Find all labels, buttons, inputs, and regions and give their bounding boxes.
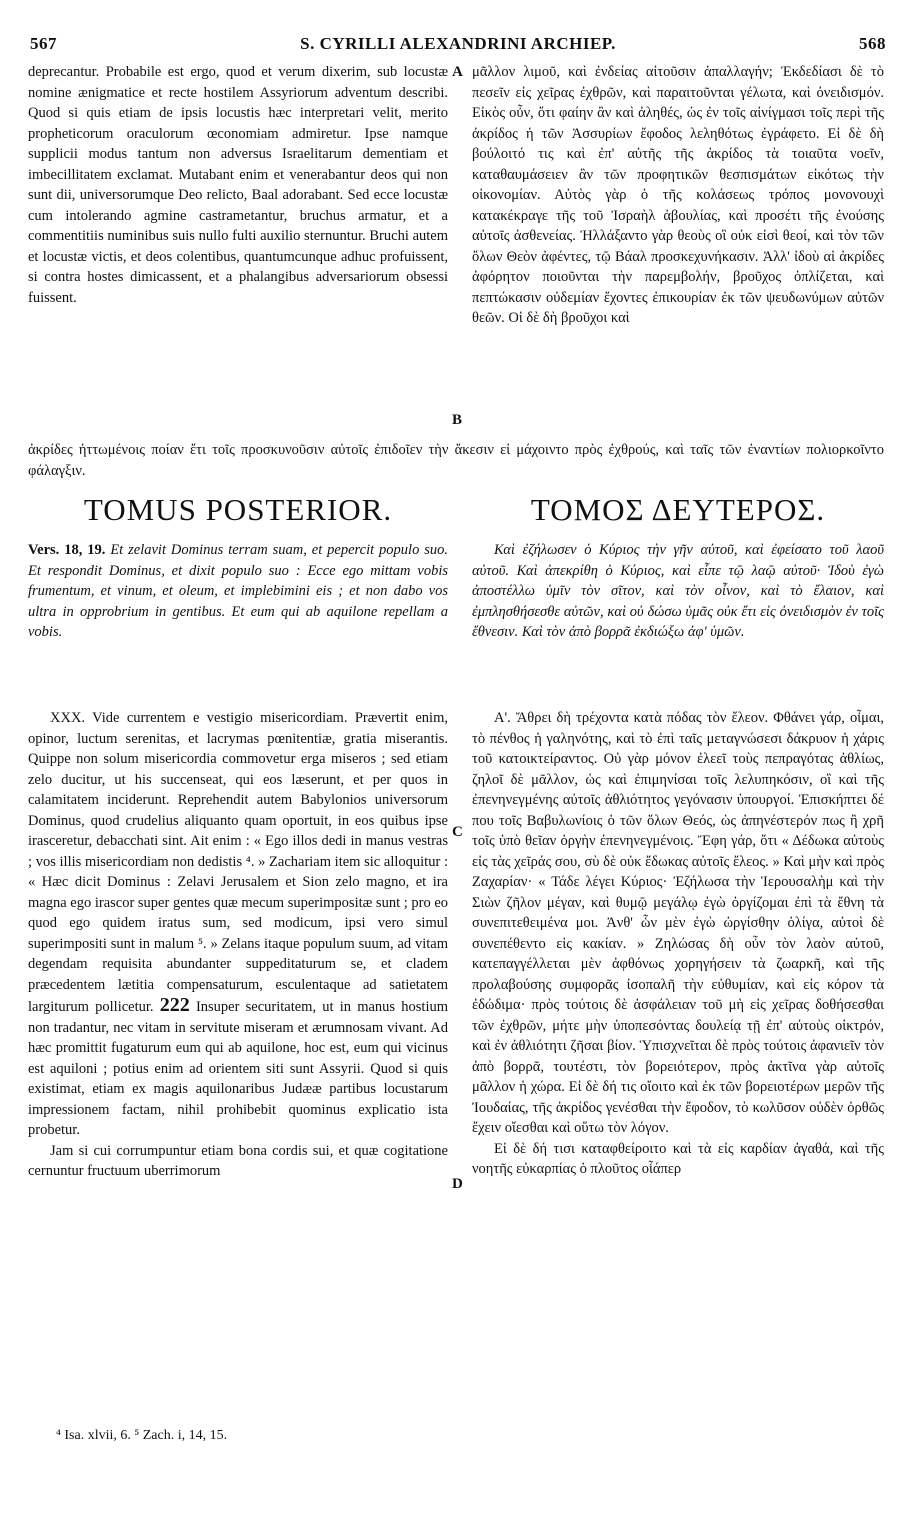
latin-commentary-text-cont: Insuper securitatem, ut in manus hostium non tradantur, nec vitam in servitute miseram et ærumnosam vivant. Ad hæc promittit fugaturum eum qui ab aquilone, hoc est, eum qui vicinus est aquiloni ; potius enim ad orientem siti sunt Assyrii. Quod si quis existimat, etiam ex magis aquilonaribus Judææ partibus locustarum impressionem factam, nihil prohibebit quominus explicatio ista probetur.: [28, 999, 448, 1138]
greek-fullwidth-continuation: ἀκρίδες ἡττωμένοις ποίαν ἔτι τοῖς προσκυνοῦσιν αὐτοῖς ἐπιδοῖεν τὴν ἄκεσιν εἰ μάχοιντο πρὸς ἐχθρούς, καὶ ταῖς τῶν ἐναντίων πολιορκοῖντο φάλαγξιν.: [28, 442, 884, 479]
latin-commentary-final: Jam si cui corrumpuntur etiam bona cordis sui, et quæ cogitatione cernuntur fructuum uberrimorum: [28, 1142, 448, 1179]
latin-column-top: [28, 62, 448, 308]
footnotes: ⁴ Isa. xlvii, 6. ⁵ Zach. i, 14, 15.: [56, 1428, 228, 1443]
verse-text-latin: Et zelavit Dominus terram suam, et pepercit populo suo. Et respondit Dominus, et dixit populo suo : Ecce ego mittam vobis frumentum, et vinum, et oleum, et implebimini eis ; et non dabo vos ultra in opprobrium in gentibus. Et eum qui ab aquilone repellam a vobis.: [28, 542, 449, 640]
section-label-greek: Α'.: [494, 710, 511, 726]
verse-label: Vers. 18, 19.: [28, 542, 106, 558]
greek-paragraph-top: μᾶλλον λιμοῦ, καὶ ἐνδείας αἰτοῦσιν ἀπαλλαγήν; Ἐκδεδίασι δὲ τὸ πεσεῖν εἰς χεῖρας ἐχθρῶν, καὶ παραιτοῦνται γέλωτα, καὶ ὀνειδισμόν. Εἰκὸς οὖν, ὅτι φαίην ἂν καὶ ἀληθές, ὡς ἐν τοῖς αἰνίγμασι τοῖς περὶ τῆς ἀκρίδος ἡ τῶν Ἀσσυρίων ἔφοδος λεληθότως ἐγράφετο. Εἰ δὲ δὴ βούλοιτό τις καὶ ἐπ' αὐτῆς τῆς ἀκρίδος τὰ τοιαῦτα νοεῖν, καταθαυμάσειεν ἂν τῶν προφητικῶν θεσπισμάτων εἰκότως τὴν οἰκονομίαν. Αὐτὸς γὰρ ὁ τῆς κολάσεως τρόπος μονονουχὶ κατακέκραγε τῆς τοῦ Ἰσραὴλ ἀβουλίας, καὶ προσέτι τῆς ἐνούσης αὐτοῖς ἀσθενείας. Ἠλλάξαντο γὰρ θεοὺς οἳ οὐκ εἰσὶ θεοί, καὶ τὸν τῶν ὅλων Θεὸν ἀφέντες, τῷ Βάαλ προσκεχυνήκασιν. Ἀλλ' ἰδοὺ αἱ ἀκρίδες ἀφόρητον ποιοῦνται τὴν παρεμβολήν, βροῦχος ὁπλίζεται, καὶ πεπτώκασιν οὐδεμίαν ἔχοντες ἐπικουρίαν ἐκ τῶν ψευδωνύμων αὐτῶν θεῶν. Οἱ δὲ δὴ βροῦχοι καὶ: [472, 64, 884, 326]
greek-commentary: [472, 708, 884, 1180]
latin-commentary: [28, 708, 448, 1182]
margin-marker-c: C: [452, 824, 463, 840]
latin-commentary-text: Vide currentem e vestigio misericordiam. Prævertit enim, opinor, luctum serenitas, et lacrymas pœnitentiæ, gratia miserantis. Quippe non solum misericordia commovetur erga miseros ; sed etiam zelo ducitur, ut his succenseat, qui eos læserunt, et per quos in calamitatem inciderunt. Reprehendit autem Babylonios universorum Dominus, quod crudelius aliquanto quam oportuit, in eos quibus ipse irasceretur, debacchati sint. Ait enim : « Ego illos dedi in manus vestras ; vos illis misericordiam non dedistis ⁴. » Zachariam item sic alloquitur : « Hæc dicit Dominus : Zelavi Jerusalem et Sion zelo magno, et ira magna ego irascor super gentes quæ mecum superimpositæ sunt ; pro eo quod ego quidem iratus sum, sed modicum, ipsi vero simul superimpositi sunt in malum ⁵. » Zelans itaque populum suum, ad vitam degendam requisita abundanter suppeditaturum se, et cladem præcedentem lætitia compensaturum, esculentaque ad satietatem largiturum pollicetur.: [28, 710, 449, 1015]
verse-greek: [472, 540, 884, 643]
greek-column-top: [472, 62, 884, 329]
tomus-heading-greek: ΤΟΜΟΣ ΔΕΥΤΕΡΟΣ.: [530, 492, 826, 527]
verse-text-greek: Καὶ ἐζήλωσεν ὁ Κύριος τὴν γῆν αὐτοῦ, καὶ ἐφείσατο τοῦ λαοῦ αὐτοῦ. Καὶ ἀπεκρίθη ὁ Κύριος, καὶ εἶπε τῷ λαῷ αὐτοῦ· Ἰδοὺ ἐγὼ ἀποστέλλω ὑμῖν τὸν σῖτον, καὶ τὸν οἶνον, καὶ τὸ ἔλαιον, καὶ ἐμπλησθήσεσθε αὐτῶν, καὶ οὐ δώσω ὑμᾶς οὐκ ἔτι εἰς ὀνειδισμὸν ἐν τοῖς ἔθνεσιν. Καὶ τὸν ἀπὸ βορρᾶ ἐκδιώξω ἀφ' ὑμῶν.: [472, 542, 884, 640]
tomus-heading-latin: TOMUS POSTERIOR.: [83, 492, 393, 527]
greek-commentary-text: Ἄθρει δὴ τρέχοντα κατὰ πόδας τὸν ἔλεον. Φθάνει γάρ, οἶμαι, τὸ πένθος ἡ γαληνότης, καὶ τὸ ἐπὶ ταῖς μεταγνώσεσι δάκρυον ἡ χάρις τοῦ κατοικτείραντος. Οὐ γὰρ μόνον ἐλεεῖ τοὺς πεπραγότας ἀθλίως, ζηλοῖ δὲ μᾶλλον, ὡς καὶ ἐπιμηνίσαι τοῖς λελυπηκόσιν, οἳ καὶ τῆς ἐπενηνεγμένης αὐτοῖς ἀθλιότητος γεγόνασιν ὑπουργοί. Ἐπισκήπτει δέ που τοῖς Βαβυλωνίοις ὁ τῶν ὅλων Θεός, ὡς ἀπηνέστερόν πως ἢ χρῆ τοῖς ὑπὸ θεῖαν ὀργὴν ἐπενηνεγμένοις. Ἔφη γάρ, ὅτι « Δέδωκα αὐτοὺς εἰς τὰς χεῖράς σου, σὺ δὲ οὐκ ἔδωκας αὐτοῖς ἔλεος. » Καὶ μὴν καὶ πρὸς Ζαχαρίαν· « Τάδε λέγει Κύριος· Ἐζήλωσα τὴν Ἱερουσαλὴμ καὶ τὴν Σιὼν ζῆλον μέγαν, καὶ θυμῷ μεγάλῳ ἐγὼ ὀργίζομαι ἐπὶ τὰ ἔθνη τὰ συνεπιτεθειμένα μοι. Ἀνθ' ὧν μὲν ἐγὼ ὠργίσθην ὀλίγα, αὐτοὶ δὲ συνεπέθεντο εἰς κακίαν. » Ζηλώσας δὴ οὖν τὸν λαὸν αὐτοῦ, κατεπαγγέλλεται μὲν ἀφθόνως χορηγήσειν τὰ ζωαρκῆ, καὶ τῆς προλαβούσης συμφορᾶς ἰσοπαλῆ τὴν εὐθυμίαν, καὶ εἰς κόρον τὰ ἐδώδιμα· πρὸς τούτοις δὲ ἀσφάλειαν τοῦ μὴ εἰς χεῖρας δοθήσεσθαι τῶν ἐχθρῶν, μήτε μὴν ὑποπεσόντας δουλείᾳ τῇ ἐπ' αὐτοὺς οἰκτρόν, καὶ ἐν ἀθλιότητι ζῆσαι βίον. Ὑπισχνεῖται δὲ πρὸς τούτοις ἀφανιεῖν τὸν ἀπὸ βορρᾶ, τουτέστι, τὸν βορειότερον, πρὸς ἀκτῖνα γὰρ αὐτοῖς μᾶλλον ἡ χώρα. Εἰ δὲ δή τις οἴοιτο καὶ ἐκ τῶν βορειοτέρων μερῶν τῆς Ἰουδαίας, τῆς ἀκρίδος γενέσθαι τὴν ἔφοδον, τὸ κωλῦσον οὐδὲν ὀρθῶς ἔχειν οἴεσθαι καὶ οὕτω τὸν λόγον.: [472, 710, 884, 1136]
latin-paragraph-top: deprecantur. Probabile est ergo, quod et verum dixerim, sub locustæ nomine ænigmatice et recte hostilem Assyriorum adventum describi. Quod si quis etiam de ipsis locustis hæc interpretari velit, merito propheticorum oraculorum œconomiam admiretur. Ipse namque supplicii modus tantum non adversus Israelitarum dementiam et imbecillitatem exclamat. Mutabant enim et venerabantur deos qui non sunt dii, universorumque Deo relicto, Baal adorabant. Sed ecce locustæ cum intolerando agmine castrametantur, bruchus armatur, et a commentitiis numinibus suis nullo fulti auxilio sternuntur. Bruchi autem et locustæ victis, et deos colentibus, quantumcunque adhuc profuissent, si contra hostes dimicassent, et a phalangibus adversariorum obsessi fuissent.: [28, 64, 448, 306]
margin-marker-a: A: [452, 64, 463, 80]
section-label-latin: XXX.: [50, 710, 86, 726]
margin-marker-d: D: [452, 1176, 463, 1192]
running-title: S. CYRILLI ALEXANDRINI ARCHIEP.: [300, 34, 616, 53]
margin-marker-b: B: [452, 412, 463, 428]
page-number-right: 568: [859, 34, 886, 53]
verse-latin: [28, 540, 448, 643]
greek-commentary-final: Εἰ δὲ δή τισι καταφθείροιτο καὶ τὰ εἰς καρδίαν ἀγαθά, καὶ τῆς νοητῆς εὐκαρπίας ὁ πλοῦτος οἷάπερ: [472, 1140, 884, 1177]
page-number-left: 567: [30, 34, 57, 53]
column-number: 222: [159, 994, 190, 1016]
running-header: [30, 34, 886, 58]
